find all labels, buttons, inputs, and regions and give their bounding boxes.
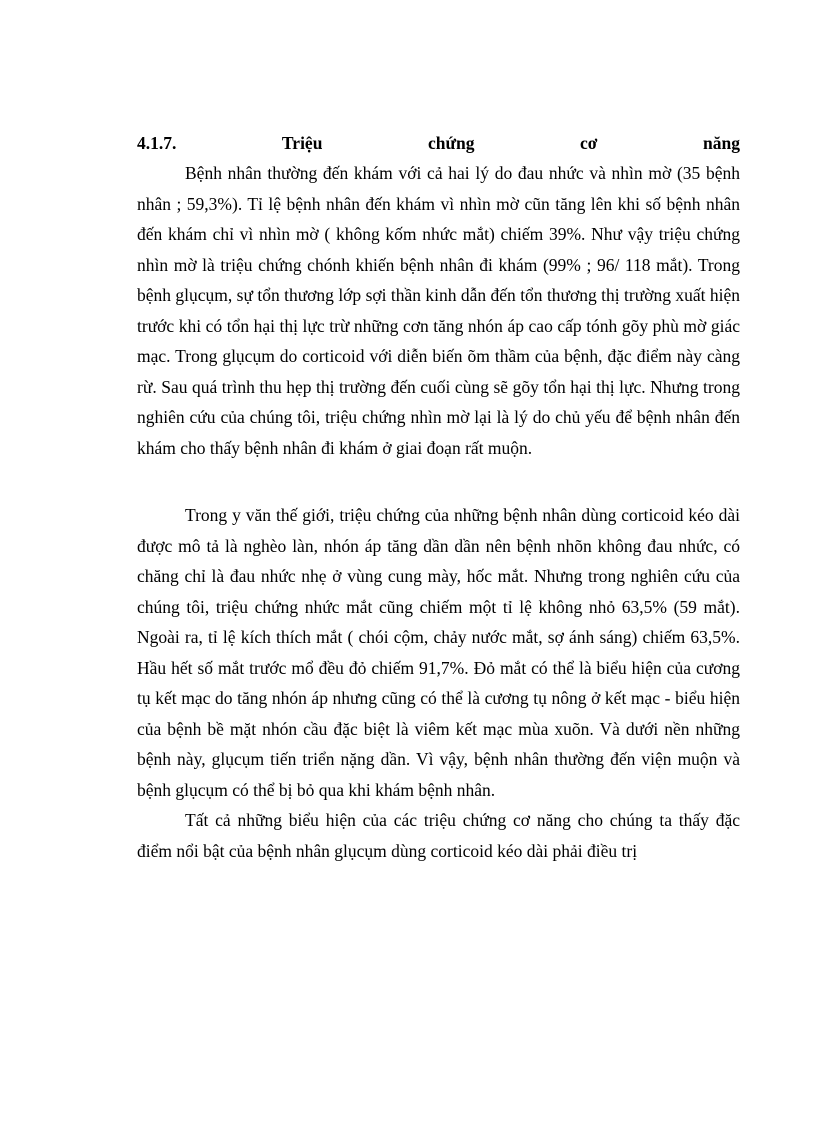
section-heading [137, 128, 740, 158]
paragraph-chief-complaint: Bệnh nhân thường đến khám với cả hai lý do đau nhức và nhìn mờ (35 bệnh nhân ; 59,3%). Tỉ lệ bệnh nhân đến khám vì nhìn mờ cũn tăng lên khi số bệnh nhân đến khám chỉ vì nhìn mờ ( không kốm nhức mắt) chiếm 39%. Như vậy triệu chứng nhìn mờ là triệu chứng chónh khiến bệnh nhân đi khám (99% ; 96/ 118 mắt). Trong bệnh glụcụm, sự tổn thương lớp sợi thần kinh dẫn đến tổn thương thị trường xuất hiện trước khi có tổn hại thị lực trừ những cơn tăng nhón áp cao cấp tónh gõy phù mờ giác mạc. Trong glụcụm do corticoid với diễn biến õm thầm của bệnh, đặc điểm này càng rừ. Sau quá trình thu hẹp thị trường đến cuối cùng sẽ gõy tổn hại thị lực. Nhưng trong nghiên cứu của chúng tôi, triệu chứng nhìn mờ lại là lý do chủ yếu để bệnh nhân đến khám cho thấy bệnh nhân đi khám ở giai đoạn rất muộn. [137, 163, 740, 458]
heading-word: chứng [427, 133, 475, 153]
heading-word: Triệu [281, 133, 323, 153]
heading-word: năng [703, 133, 740, 153]
heading-word: cơ [580, 133, 598, 153]
document-page [137, 128, 740, 866]
paragraph-summary: Tất cả những biểu hiện của các triệu chứng cơ năng cho chúng ta thấy đặc điểm nổi bật của bệnh nhân glụcụm dùng corticoid kéo dài phải điều trị [137, 810, 740, 861]
paragraph-literature-comparison: Trong y văn thế giới, triệu chứng của những bệnh nhân dùng corticoid kéo dài được mô tả là nghèo làn, nhón áp tăng dần dần nên bệnh nhõn không đau nhức, có chăng chỉ là đau nhức nhẹ ở vùng cung mày, hốc mắt. Nhưng trong nghiên cứu của chúng tôi, triệu chứng nhức mắt cũng chiếm một tỉ lệ không nhỏ 63,5% (59 mắt). Ngoài ra, tỉ lệ kích thích mắt ( chói cộm, chảy nước mắt, sợ ánh sáng) chiếm 63,5%. Hầu hết số mắt trước mổ đều đỏ chiếm 91,7%. Đỏ mắt có thể là biểu hiện của cương tụ kết mạc do tăng nhón áp nhưng cũng có thể là cương tụ nông ở kết mạc - biểu hiện của bệnh bề mặt nhón cầu đặc biệt là viêm kết mạc mùa xuõn. Và dưới nền những bệnh này, glụcụm tiến triển nặng dần. Vì vậy, bệnh nhân thường đến viện muộn và bệnh glụcụm có thể bị bỏ qua khi khám bệnh nhân. [137, 505, 740, 800]
paragraph-gap [137, 463, 740, 500]
section-number: 4.1.7. [137, 133, 177, 153]
